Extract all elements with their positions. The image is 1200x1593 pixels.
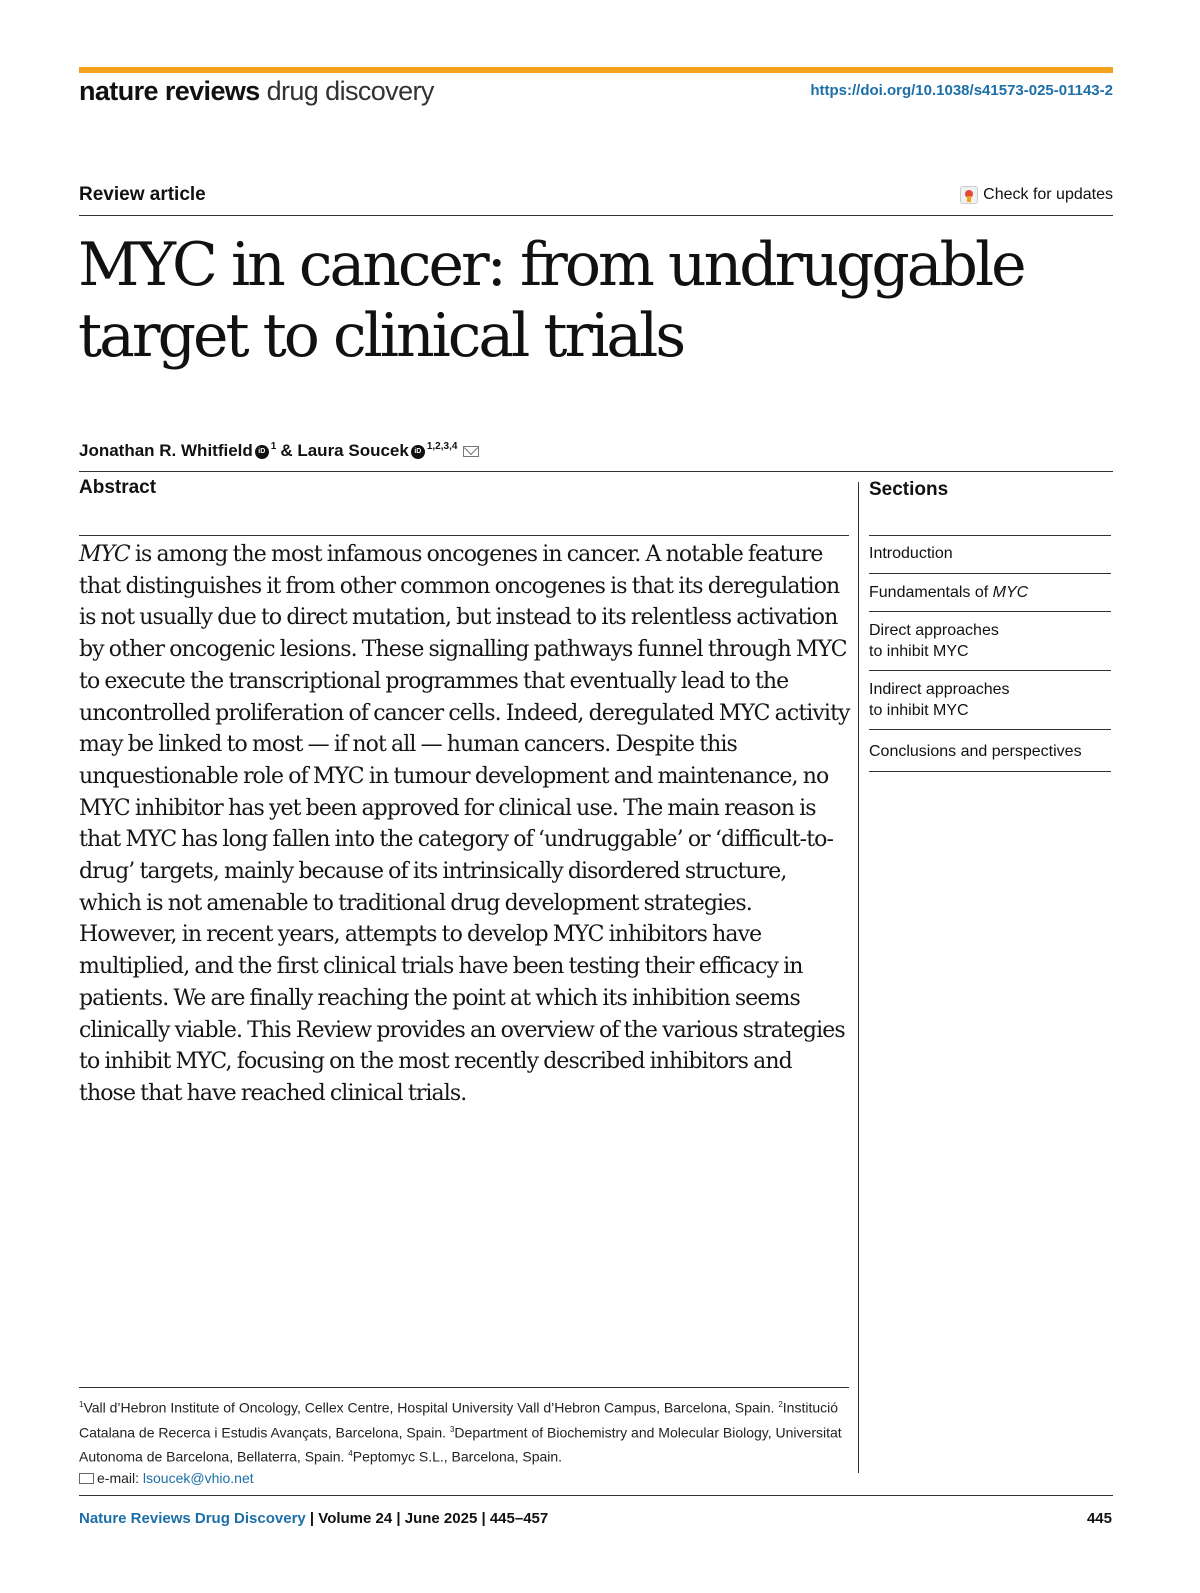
brand-bold: nature reviews: [79, 76, 260, 106]
section-link-conclusions[interactable]: [869, 741, 1109, 762]
section-link-indirect-approaches[interactable]: [869, 679, 1109, 721]
header-rule: [79, 215, 1113, 216]
author-name-2[interactable]: & Laura Soucek: [280, 441, 409, 460]
affiliation-sup: 1: [79, 1400, 84, 1409]
check-for-updates-button[interactable]: [960, 186, 1113, 204]
section-divider: [869, 771, 1111, 772]
affiliation-sup: 4: [348, 1449, 353, 1459]
affiliation-4: Peptomyc S.L., Barcelona, Spain.: [352, 1448, 563, 1465]
title-line-1: MYC in cancer: from undruggable: [78, 230, 1024, 300]
top-accent-bar: [79, 67, 1113, 73]
affiliation-2: Institució Catalana de Recerca i Estudis Avançats, Barcelona, Spain.: [79, 1399, 839, 1441]
author-name-1[interactable]: Jonathan R. Whitfield: [79, 441, 253, 460]
check-updates-icon: [960, 186, 978, 204]
column-divider: [858, 482, 859, 1473]
author-affiliation-sup: 1,2,3,4: [426, 441, 458, 452]
check-updates-label: Check for updates: [983, 186, 1113, 203]
section-divider: [869, 611, 1111, 612]
envelope-icon: [79, 1473, 94, 1484]
sections-rule: [869, 535, 1111, 536]
abstract-body: is among the most infamous oncogenes in cancer. A notable feature that distinguishes it from other common oncogenes is that its deregulation is not usually due to direct mutation, but instead to its relentless activation by other oncogenic lesions. These signalling pathways funnel through MYC to execute the transcriptional programmes that eventually lead to the uncontrolled proliferation of cancer cells. Indeed, deregulated MYC activity may be linked to most — if not all — human cancers. Despite this unquestionable role of MYC in tumour development and maintenance, no MYC inhibitor has yet been approved for clinical use. The main reason is that MYC has long fallen into the category of ‘undruggable’ or ‘difficult-to-drug’ targets, mainly because of its intrinsically disordered structure, which is not amenable to traditional drug development strategies. However, in recent years, attempts to develop MYC inhibitors have multiplied, and the first clinical trials have been testing their efficacy in patients. We are finally reaching the point at which its inhibition seems clinically viable. This Review provides an overview of the various strategies to inhibit MYC, focusing on the most recently described inhibitors and those that have reached clinical trials.: [79, 542, 850, 1106]
article-title: [78, 230, 1118, 372]
authors-rule: [79, 471, 1113, 472]
title-line-2: target to clinical trials: [78, 301, 684, 371]
affiliation-sup: 2: [778, 1400, 783, 1409]
page-number: 445: [1086, 1510, 1112, 1527]
sections-heading: Sections: [869, 479, 949, 500]
section-link-label: Indirect approaches: [869, 681, 1010, 698]
section-link-label: Conclusions and perspectives: [869, 743, 1082, 760]
section-link-label: Fundamentals of: [869, 584, 993, 601]
section-link-label: Direct approaches: [869, 622, 999, 639]
doi-link[interactable]: https://doi.org/10.1038/s41573-025-01143-2: [810, 82, 1113, 99]
orcid-icon[interactable]: iD: [411, 445, 425, 459]
envelope-icon[interactable]: [463, 446, 479, 457]
abstract-lead-gene: MYC: [79, 542, 130, 567]
abstract-text: [79, 539, 851, 1110]
affiliation-1: Vall d’Hebron Institute of Oncology, Cellex Centre, Hospital University Vall d’Hebron Campus, Barcelona, Spain.: [83, 1399, 775, 1416]
section-link-label: to inhibit MYC: [869, 643, 969, 660]
section-link-fundamentals[interactable]: [869, 582, 1109, 603]
article-type: Review article: [79, 184, 206, 205]
affiliation-3: Department of Biochemistry and Molecular Biology, Universitat Autonoma de Barcelona, Bellaterra, Spain.: [79, 1424, 842, 1465]
section-divider: [869, 729, 1111, 730]
author-affiliation-sup: 1: [270, 441, 277, 452]
footer-rule: [79, 1495, 1113, 1496]
section-link-introduction[interactable]: [869, 543, 1109, 564]
email-label: e-mail:: [97, 1469, 143, 1486]
footnote-rule: [79, 1387, 849, 1388]
author-list: [79, 441, 479, 461]
journal-citation: [79, 1510, 548, 1527]
section-link-label: to inhibit MYC: [869, 702, 969, 719]
brand-light: drug discovery: [266, 76, 434, 106]
section-link-label: Introduction: [869, 545, 953, 562]
email-link[interactable]: lsoucek@vhio.net: [142, 1469, 254, 1486]
section-divider: [869, 573, 1111, 574]
section-divider: [869, 670, 1111, 671]
abstract-rule: [79, 535, 849, 536]
section-link-italic: MYC: [992, 584, 1029, 601]
section-link-direct-approaches[interactable]: [869, 620, 1109, 662]
journal-name-link[interactable]: Nature Reviews Drug Discovery: [79, 1510, 306, 1527]
journal-brand: [79, 76, 434, 107]
affiliation-sup: 3: [449, 1424, 455, 1434]
affiliations: [79, 1394, 849, 1489]
orcid-icon[interactable]: iD: [255, 445, 269, 459]
journal-details: | Volume 24 | June 2025 | 445–457: [305, 1510, 549, 1527]
abstract-heading: Abstract: [79, 477, 157, 498]
